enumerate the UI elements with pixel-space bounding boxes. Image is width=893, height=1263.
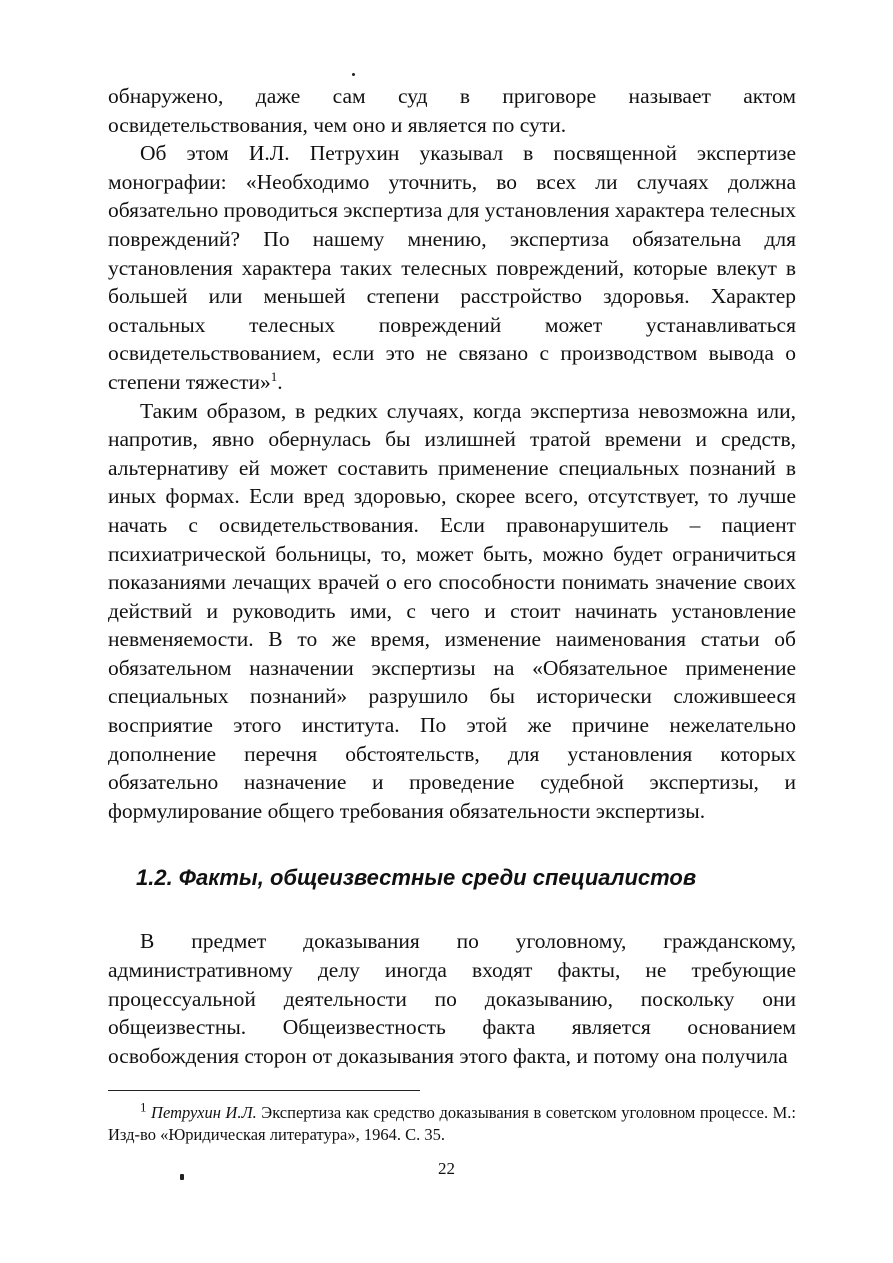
footnote-reference[interactable]: 1	[270, 368, 278, 384]
paragraph-1: обнаружено, даже сам суд в приговоре называет актом освидетельствования, чем оно и является по сути.	[108, 84, 796, 137]
page-body	[108, 82, 796, 1070]
scan-speck	[352, 73, 355, 76]
footnote-author: Петрухин И.Л.	[151, 1103, 257, 1122]
paragraph-2	[108, 139, 796, 396]
page-number: 22	[438, 1159, 455, 1178]
footnote-number: 1	[140, 1099, 147, 1115]
footnote	[108, 1099, 796, 1146]
scan-speck	[180, 1174, 184, 1180]
section-heading: 1.2. Факты, общеизвестные среди специалистов	[136, 865, 697, 891]
paragraph-3: Таким образом, в редких случаях, когда экспертиза невозможна или, напротив, явно обернулась бы излишней тратой времени и средств, альтернативу ей может составить применение специальных познаний в иных формах. Если вред здоровью, скорее всего, отсутствует, то лучше начать с освидетельствования. Если правонарушитель – пациент психиатрической больницы, то, может быть, можно будет ограничиться показаниями лечащих врачей о его способности понимать значение своих действий и руководить ими, с чего и стоит начинать установление невменяемости. В то же время, изменение наименования статьи об обязательном назначении экспертизы на «Обязательное применение специальных познаний» разрушило бы исторически сложившееся восприятие этого института. По этой же причине нежелательно дополнение перечня обстоятельств, для установления которых обязательно назначение и проведение судебной экспертизы, и формулирование общего требования обязательности экспертизы.	[108, 398, 796, 823]
section-paragraph: В предмет доказывания по уголовному, гражданскому, административному делу иногда входят факты, не требующие процессуальной деятельности по доказыванию, поскольку они общеизвестны. Общеизвестность факта является основанием освобождения сторон от доказывания этого факта, и потому она получила	[108, 929, 796, 1068]
footnote-text: Экспертиза как средство доказывания в советском уголовном процессе. М.: Изд-во «Юридическая литература», 1964. С. 35.	[108, 1103, 796, 1144]
paragraph-2-text: Об этом И.Л. Петрухин указывал в посвященной экспертизе монографии: «Необходимо уточнить, во всех ли случаях должна обязательно проводиться экспертиза для установления характера телесных повреждений? По нашему мнению, экспертиза обязательна для установления характера таких телесных повреждений, которые влекут в большей или меньшей степени расстройство здоровья. Характер остальных телесных повреждений может устанавливаться освидетельствованием, если это не связано с производством вывода о степени тяжести»	[108, 141, 796, 394]
footnote-divider	[108, 1090, 420, 1091]
paragraph-2-end: .	[277, 369, 283, 394]
